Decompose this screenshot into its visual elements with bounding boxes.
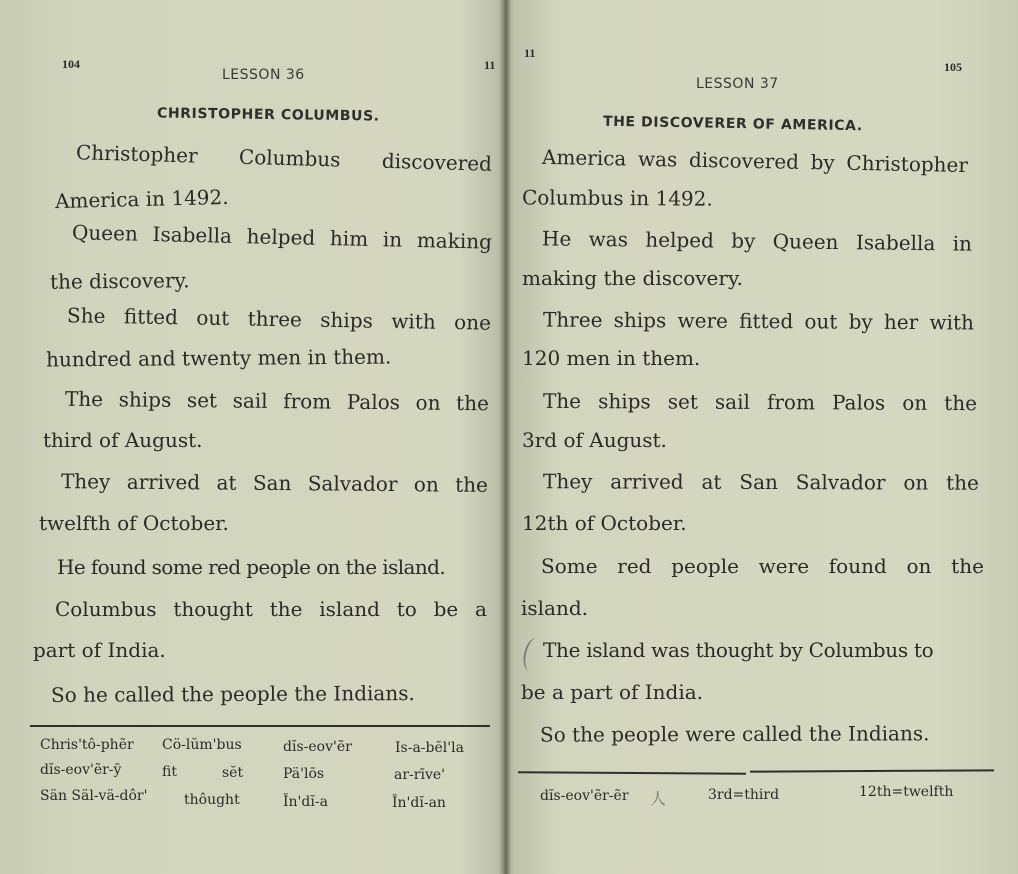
word: from [766, 390, 816, 415]
word: arrived [610, 469, 684, 494]
vocab-word: Cö-lŭm'bus [162, 737, 242, 753]
word: Some [541, 554, 598, 578]
word: They [542, 469, 593, 494]
word: Columbus [238, 144, 341, 172]
word: the [946, 470, 979, 495]
vocab-rule [518, 771, 746, 775]
text-line: twelfth of October. [39, 511, 229, 535]
page-number: 105 [944, 60, 962, 74]
word: America [541, 144, 627, 171]
text-line: So the people were called the Indians. [539, 721, 930, 747]
word: with [391, 308, 436, 334]
lesson-heading: LESSON 36 [222, 67, 305, 83]
word: fitted [123, 304, 179, 330]
word: at [701, 469, 722, 494]
word: the [951, 554, 984, 578]
word: the [456, 390, 490, 416]
word: was [637, 146, 678, 172]
vocab-word: Pä'lōs [283, 766, 325, 782]
word: helped [645, 227, 715, 253]
lesson-heading: LESSON 37 [696, 76, 779, 92]
word: set [667, 389, 698, 414]
word: sail [232, 388, 268, 413]
word: found [828, 554, 887, 578]
vocab-word: Is-a-bĕl'la [395, 740, 464, 756]
vocab-word: sĕt [222, 765, 244, 781]
vocab-rule [750, 769, 994, 772]
word: people [671, 554, 739, 578]
word: from [283, 389, 332, 414]
word: were [677, 308, 728, 333]
text-line: 12th of October. [522, 511, 687, 535]
text-line: making the discovery. [522, 266, 743, 290]
vocab-word: 12th=twelfth [859, 784, 954, 800]
word: at [216, 470, 237, 495]
word: making [416, 228, 493, 254]
word: ships [118, 387, 172, 412]
word: on [902, 390, 928, 415]
word: discovered [688, 147, 800, 174]
vocab-word: dĭs-eov'ẽr [283, 739, 352, 755]
text-line [543, 307, 974, 334]
word: out [804, 309, 838, 334]
text-line [72, 220, 492, 254]
word: by [810, 150, 835, 175]
text-line: 3rd of August. [522, 428, 667, 452]
word: in [952, 231, 973, 256]
word: red [617, 554, 652, 578]
word: out [196, 305, 230, 331]
text-line: third of August. [43, 428, 203, 452]
vocab-word: dĭs-eov'ẽr-ẽr [540, 788, 629, 804]
word: Queen [772, 229, 839, 254]
word: on [415, 390, 441, 415]
word: Columbus [55, 597, 157, 621]
text-line [542, 226, 972, 255]
signature-mark: 11 [484, 58, 496, 72]
word: on [903, 470, 929, 495]
text-line: be a part of India. [521, 680, 704, 704]
vocab-word: Ĭn'dĭ-a [283, 794, 328, 810]
word: Palos [831, 390, 886, 415]
right-page [510, 0, 1018, 874]
left-page [0, 0, 500, 874]
vocab-word: fit [162, 764, 177, 780]
word: discovered [381, 148, 493, 176]
lesson-title: CHRISTOPHER COLUMBUS. [156, 105, 380, 125]
word: Isabella [152, 222, 233, 248]
vocab-word: ar-rīve' [394, 767, 445, 783]
word: island [319, 597, 380, 621]
word: by [731, 228, 756, 253]
word: arrived [126, 469, 201, 495]
word: the [455, 472, 489, 497]
word: to [396, 597, 417, 621]
text-line: part of India. [33, 638, 166, 662]
word: He [541, 226, 572, 251]
text-line: 120 men in them. [522, 346, 701, 370]
pencil-annotation: 人 [650, 789, 667, 808]
page-number: 104 [62, 57, 80, 71]
vocab-word: Sän Säl-vä-dôr' [40, 788, 148, 804]
text-line: America in 1492. [54, 184, 229, 214]
vocab-word: Chris'tô-phẽr [40, 737, 134, 753]
word: They [60, 469, 111, 494]
text-line [61, 469, 488, 497]
vocab-rule [30, 725, 490, 727]
text-line: The island was thought by Columbus to [543, 638, 934, 662]
text-line [55, 597, 487, 621]
word: her [883, 309, 919, 335]
word: Isabella [855, 230, 936, 256]
lesson-title: THE DISCOVERER OF AMERICA. [602, 113, 863, 135]
word: ships [320, 307, 374, 333]
word: Three [542, 307, 603, 332]
text-line: the discovery. [49, 268, 190, 294]
word: on [413, 472, 439, 497]
text-line [543, 389, 977, 415]
word: fitted [739, 308, 794, 334]
word: The [64, 386, 104, 412]
word: helped [246, 224, 316, 250]
signature-mark: 11 [524, 46, 536, 60]
word: Salvador [795, 470, 886, 495]
word: She [66, 303, 106, 328]
text-line [543, 469, 979, 495]
word: The [542, 388, 582, 414]
word: Christopher [846, 150, 969, 178]
text-line [541, 554, 984, 578]
word: by [848, 309, 873, 334]
text-line [542, 145, 968, 177]
word: the [269, 597, 303, 621]
text-line: island. [521, 596, 589, 620]
word: ships [613, 307, 667, 333]
vocab-word: 3rd=third [708, 787, 780, 803]
word: San [739, 469, 778, 495]
word: San [252, 470, 292, 496]
word: sail [714, 389, 751, 414]
word: Christopher [75, 140, 198, 168]
text-line: hundred and twenty men in them. [45, 344, 392, 372]
word: with [929, 310, 975, 335]
word: in [382, 227, 403, 252]
vocab-word: thôught [184, 792, 240, 808]
text-line: Columbus in 1492. [521, 185, 713, 211]
word: be [433, 597, 459, 621]
word: thought [173, 597, 253, 621]
text-line: So he called the people the Indians. [50, 681, 415, 707]
word: a [475, 597, 487, 621]
word: Queen [71, 220, 139, 246]
word: on [906, 554, 932, 578]
vocab-word: dĭs-eov'ẽr-ȳ [40, 762, 122, 778]
text-line [76, 140, 493, 176]
word: Salvador [307, 471, 398, 497]
word: ships [598, 389, 651, 414]
word: set [186, 388, 218, 413]
word: one [453, 310, 492, 335]
word: was [588, 226, 629, 252]
word: were [758, 554, 810, 578]
word: the [944, 390, 978, 416]
text-line [67, 303, 491, 334]
word: Palos [346, 389, 401, 415]
text-line [65, 387, 489, 415]
word: three [247, 306, 303, 332]
vocab-word: Ĭn'dĭ-an [392, 795, 446, 811]
text-line: He found some red people on the island. [57, 555, 446, 579]
word: him [329, 226, 369, 251]
